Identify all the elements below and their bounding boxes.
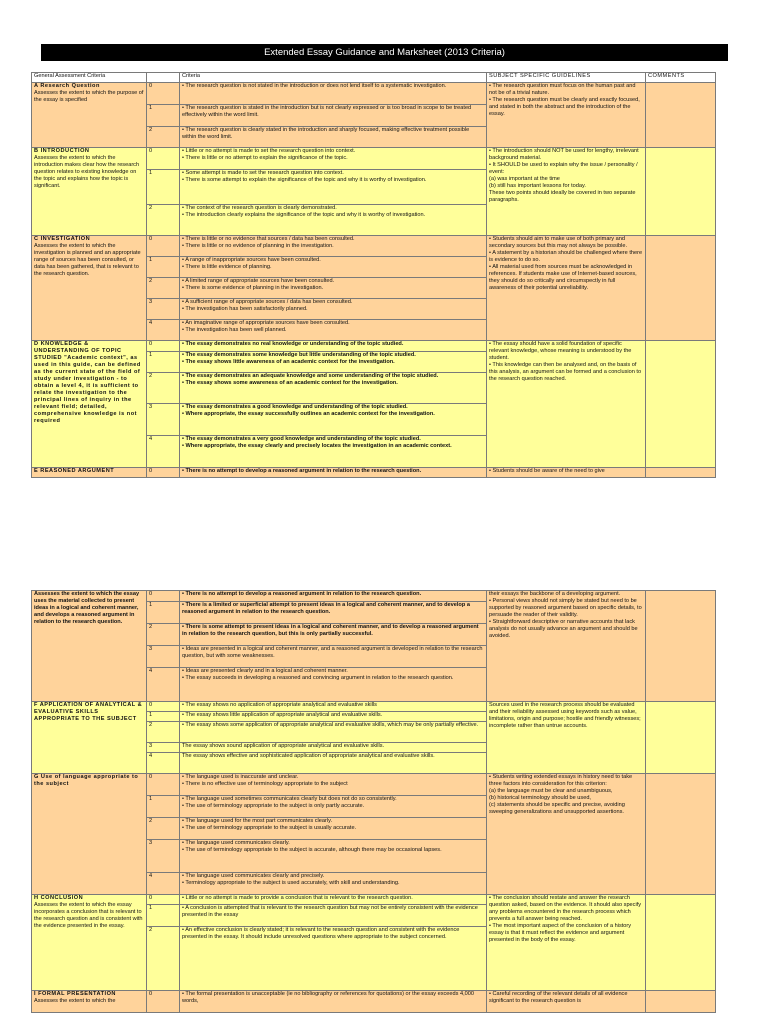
level-descriptor: • The essay shows some application of appropriate analytical and evaluative skills, which may be only partially effective. [180,722,487,743]
level-descriptor: • The language used communicates clearly and precisely. • Terminology appropriate to the subject is used accurately, with skill and understanding. [180,873,487,895]
criterion-e-comments[interactable] [646,468,716,478]
criterion-g-name: G Use of language appropriate to the subject [34,774,139,787]
score-cell: 0 [147,236,180,257]
criterion-e-cont-guidelines: their essays the backbone of a developing argument. • Personal views should not simply be stated but need to be supported by reasoned argument based on specific details, to persuade the reader of their validity. • Straightforward descriptive or narrative accounts that lack analysis do not usually advance an argument and should be avoided. [487,591,646,702]
score-cell: 3 [147,299,180,320]
level-descriptor: • The language used communicates clearly. • The use of terminology appropriate to the subject is accurate, although there may be occasional lapses. [180,840,487,873]
header-comments: COMMENTS [646,73,716,83]
score-cell: 1 [147,257,180,278]
level-descriptor: • Some attempt is made to set the research question into context. • There is some attempt to explain the significance of the topic and why it is worthy of investigation. [180,170,487,205]
score-cell: 2 [147,927,180,991]
level-descriptor: • A conclusion is attempted that is relevant to the research question but may not be entirely consistent with the evidence presented in the essay [180,905,487,927]
score-cell: 2 [147,722,180,743]
criterion-h-comments[interactable] [646,895,716,991]
level-descriptor: • There is little or no evidence that sources / data has been consulted. • There is little or no evidence of planning in the investigation. [180,236,487,257]
level-descriptor: • A sufficient range of appropriate sources / data has been consulted. • The investigation has been satisfactorily planned. [180,299,487,320]
level-descriptor: • There is no attempt to develop a reasoned argument in relation to the research question. [180,591,487,602]
score-cell: 4 [147,873,180,895]
header-general-criteria: General Assessment Criteria [32,73,147,83]
score-cell: 1 [147,352,180,373]
criterion-a-comments[interactable] [646,83,716,148]
score-cell: 0 [147,774,180,796]
criterion-h-name: H CONCLUSION [34,895,84,901]
score-cell: 0 [147,991,180,1013]
criterion-d-comments[interactable] [646,341,716,468]
level-descriptor: • The essay demonstrates no real knowledge or understanding of the topic studied. [180,341,487,352]
level-descriptor: • The essay demonstrates some knowledge but little understanding of the topic studied. • The essay shows little awareness of an academic context for the investigation. [180,352,487,373]
score-cell: 3 [147,646,180,668]
criterion-e-cont-comments[interactable] [646,591,716,702]
level-descriptor: • There is no attempt to develop a reasoned argument in relation to the research question. [180,468,487,478]
criterion-a-guidelines: • The research question must focus on the human past and not be of a trivial nature. • The research question must be clearly and exactly focused, and stated in both the abstract and the introduction of the essay. [487,83,646,148]
level-descriptor: • The language used is inaccurate and unclear. • There is no effective use of terminology appropriate to the subject [180,774,487,796]
criterion-g-comments[interactable] [646,774,716,895]
score-cell: 0 [147,341,180,352]
score-cell: 4 [147,668,180,702]
criterion-d-cell [32,341,147,468]
criterion-e-description: Assesses the extent to which the essay uses the material collected to present ideas in a logical and coherent manner, and develops a reasoned argument in relation to the research question. [34,591,140,625]
level-descriptor: • The research question is not stated in the introduction or does not lend itself to a systematic investigation. [180,83,487,105]
criterion-c-description: Assesses the extent to which the investigation is planned and an appropriate range of sources has been consulted, or data has been gathered, that is relevant to the research question. [34,243,141,277]
score-cell: 0 [147,468,180,478]
level-descriptor: • There is a limited or superficial attempt to present ideas in a logical and coherent manner, and to develop a reasoned argument in relation to the research question. [180,602,487,624]
criterion-i-comments[interactable] [646,991,716,1013]
level-descriptor: • Little or no attempt is made to set the research question into context. • There is little or no attempt to explain the significance of the topic. [180,148,487,170]
score-cell: 4 [147,320,180,341]
level-descriptor: • The context of the research question is clearly demonstrated. • The introduction clearly explains the significance of the topic and why it is worthy of investigation. [180,205,487,236]
level-descriptor: • The essay shows little application of appropriate analytical and evaluative skills. [180,712,487,722]
level-descriptor: • Ideas are presented in a logical and coherent manner, and a reasoned argument is developed in relation to the research question, but with some weaknesses. [180,646,487,668]
marksheet-table-page1 [31,72,716,478]
criterion-a-name: A Research Question [34,83,100,89]
page-title: Extended Essay Guidance and Marksheet (2013 Criteria) [41,44,728,61]
level-descriptor: The essay shows sound application of appropriate analytical and evaluative skills. [180,743,487,753]
score-cell: 2 [147,205,180,236]
criterion-c-name: C INVESTIGATION [34,236,91,242]
score-cell: 2 [147,373,180,404]
score-cell: 1 [147,602,180,624]
criterion-g-guidelines: • Students writing extended essays in history need to take three factors into consideration for this criterion: (a) the language must be clear and unambiguous, (b) historical terminology should be used, (c) statements should be specific and precise, avoiding sweeping generalizations and unsupported assertions. [487,774,646,895]
level-descriptor: • The essay demonstrates a good knowledge and understanding of the topic studied. • Where appropriate, the essay successfully outlines an academic context for the investigation. [180,404,487,436]
score-cell: 0 [147,702,180,712]
score-cell: 4 [147,436,180,468]
score-cell: 3 [147,840,180,873]
level-descriptor: • The essay demonstrates an adequate knowledge and some understanding of the topic studied. • The essay shows some awareness of an academic context for the investigation. [180,373,487,404]
level-descriptor: • The language used for the most part communicates clearly. • The use of terminology appropriate to the subject is usually accurate. [180,818,487,840]
level-descriptor: • Ideas are presented clearly and in a logical and coherent manner. • The essay succeeds in developing a reasoned and convincing argument in relation to the research question. [180,668,487,702]
criterion-g-cell [32,774,147,895]
criterion-h-description: Assesses the extent to which the essay incorporates a conclusion that is relevant to the research question and is consistent with the evidence presented in the essay. [34,902,143,929]
criterion-c-guidelines: • Students should aim to make use of both primary and secondary sources but this may not always be possible. • A statement by a historian should be challenged where there is evidence to do so. • All material used from sources must be acknowledged in references. If students make use of Internet-based sources, they should do so critically and circumspectly in full awareness of their potential unreliability. [487,236,646,341]
criterion-i-guidelines: • Careful recording of the relevant details of all evidence significant to the research question is [487,991,646,1013]
criterion-a-description: Assesses the extent to which the purpose of the essay is specified [34,90,144,103]
score-cell: 3 [147,743,180,753]
criterion-b-name: B INTRODUCTION [34,148,90,154]
criterion-d-name: D KNOWLEDGE & UNDERSTANDING OF TOPIC STUDIED "Academic context", as used in this guide, can be defined as the current state of the field of study under investigation - to obtain a level 4, it is sufficient to relate the investigation to the principal lines of inquiry in the relevant field; detailed, comprehensive knowledge is not required [34,341,141,424]
criterion-e-name: E REASONED ARGUMENT [34,468,115,474]
marksheet-table-page2 [31,590,716,1013]
score-cell: 2 [147,818,180,840]
criterion-f-cell [32,702,147,774]
score-cell: 0 [147,895,180,905]
score-cell: 0 [147,83,180,105]
score-cell: 2 [147,278,180,299]
header-score [147,73,180,83]
score-cell: 2 [147,127,180,148]
header-subject-guidelines: SUBJECT SPECIFIC GUIDELINES [487,73,646,83]
criterion-f-guidelines: Sources used in the research process should be evaluated and their reliability assessed using keywords such as value, limitations, origin and purpose; hostile and friendly witnesses; incomplete rather than untrue accounts. [487,702,646,774]
criterion-h-guidelines: • The conclusion should restate and answer the research question asked, based on the evidence. It should also specify any problems encountered in the research process which prevents a full answer being reached. • The most important aspect of the conclusion of a history essay is that it must reflect the evidence and argument presented in the body of the essay. [487,895,646,991]
score-cell: 1 [147,105,180,127]
criterion-e-cell [32,468,147,478]
level-descriptor: • A range of inappropriate sources have been consulted. • There is little evidence of planning. [180,257,487,278]
criterion-i-description: Assesses the extent to which the [34,998,116,1004]
score-cell: 1 [147,796,180,818]
level-descriptor: • An effective conclusion is clearly stated; it is relevant to the research question and consistent with the evidence presented in the essay. It should include unresolved questions where appropriate to the subject concerned. [180,927,487,991]
score-cell: 0 [147,591,180,602]
level-descriptor: • An imaginative range of appropriate sources have been consulted. • The investigation has been well planned. [180,320,487,341]
criterion-b-comments[interactable] [646,148,716,236]
criterion-f-comments[interactable] [646,702,716,774]
score-cell: 2 [147,624,180,646]
criterion-i-cell [32,991,147,1013]
score-cell: 0 [147,148,180,170]
level-descriptor: • The essay shows no application of appropriate analytical and evaluative skills [180,702,487,712]
level-descriptor: The essay shows effective and sophisticated application of appropriate analytical and evaluative skills. [180,753,487,774]
score-cell: 1 [147,170,180,205]
score-cell: 1 [147,712,180,722]
level-descriptor: • The formal presentation is unacceptable (ie no bibliography or references for quotations) or the essay exceeds 4,000 words, [180,991,487,1013]
criterion-c-cell [32,236,147,341]
criterion-b-guidelines: • The introduction should NOT be used for lengthy, irrelevant background material. • It SHOULD be used to explain why the issue / personality / event: (a) was important at the time (b) still has important lessons for today. These two points should ideally be covered in two separate paragraphs. [487,148,646,236]
criterion-i-name: I FORMAL PRESENTATION [34,991,116,997]
level-descriptor: • The essay demonstrates a very good knowledge and understanding of the topic studied. • Where appropriate, the essay clearly and precisely locates the investigation in an academic context. [180,436,487,468]
level-descriptor: • There is some attempt to present ideas in a logical and coherent manner, and to develop a reasoned argument in relation to the research question, but this is only partially successful. [180,624,487,646]
criterion-e-cont-cell [32,591,147,702]
criterion-c-comments[interactable] [646,236,716,341]
level-descriptor: • A limited range of appropriate sources have been consulted. • There is some evidence of planning in the investigation. [180,278,487,299]
level-descriptor: • The research question is stated in the introduction but is not clearly expressed or is too broad in scope to be treated effectively within the word limit. [180,105,487,127]
level-descriptor: • Little or no attempt is made to provide a conclusion that is relevant to the research question. [180,895,487,905]
score-cell: 3 [147,404,180,436]
score-cell: 4 [147,753,180,774]
score-cell: 1 [147,905,180,927]
criterion-f-name: F APPLICATION OF ANALYTICAL & EVALUATIVE SKILLS APPROPRIATE TO THE SUBJECT [34,702,143,722]
criterion-e-guidelines: • Students should be aware of the need to give [487,468,646,478]
header-criteria: Criteria [180,73,487,83]
level-descriptor: • The research question is clearly stated in the introduction and sharply focused, making effective treatment possible within the word limit. [180,127,487,148]
level-descriptor: • The language used sometimes communicates clearly but does not do so consistently. • The use of terminology appropriate to the subject is only partly accurate. [180,796,487,818]
criterion-b-description: Assesses the extent to which the introduction makes clear how the research question relates to existing knowledge on the topic and explains how the topic is significant. [34,155,140,189]
criterion-b-cell [32,148,147,236]
criterion-a-cell [32,83,147,148]
criterion-h-cell [32,895,147,991]
criterion-d-guidelines: • The essay should have a solid foundation of specific relevant knowledge, whose meaning is understood by the student. • This knowledge can then be analysed and, on the basis of this analysis, an argument can be formed and a conclusion to the research question reached. [487,341,646,468]
